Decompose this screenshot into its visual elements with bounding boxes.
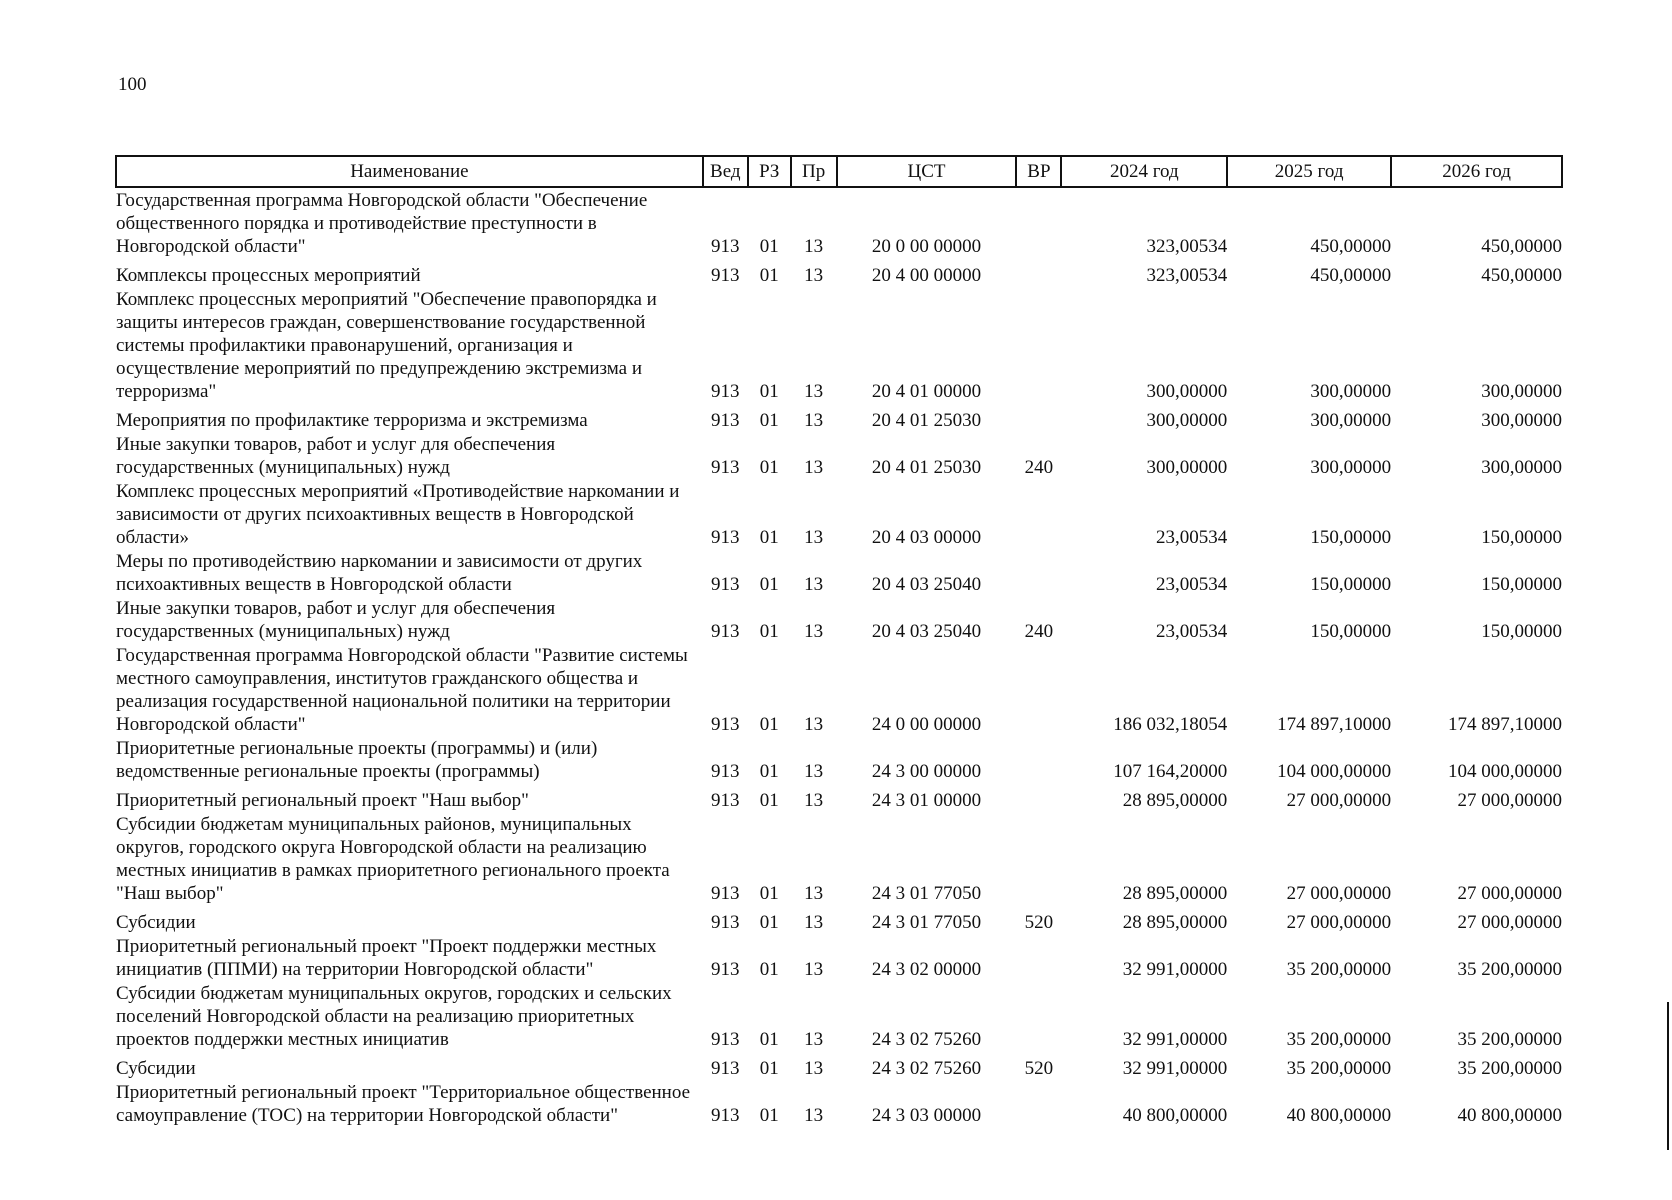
row-2025: 27 000,00000	[1286, 883, 1392, 904]
row-cst: 24 3 01 77050	[871, 883, 982, 904]
row-cst: 20 4 01 25030	[871, 457, 982, 478]
row-vr: 240	[1024, 621, 1054, 642]
row-rz: 01	[759, 1058, 779, 1079]
row-rz: 01	[759, 574, 779, 595]
row-pr: 13	[804, 574, 824, 595]
row-rz: 01	[759, 1029, 779, 1050]
row-2024: 28 895,00000	[1122, 883, 1228, 904]
row-rz: 01	[759, 236, 779, 257]
row-2025: 104 000,00000	[1277, 761, 1392, 782]
row-2025: 150,00000	[1310, 527, 1392, 548]
row-2024: 323,00534	[1146, 265, 1228, 286]
row-2026: 174 897,10000	[1448, 714, 1562, 735]
row-ved: 913	[711, 790, 740, 811]
table-row	[116, 287, 1562, 403]
row-2024: 32 991,00000	[1122, 1029, 1228, 1050]
row-2024: 186 032,18054	[1113, 714, 1228, 735]
table-row	[116, 479, 1562, 549]
row-pr: 13	[804, 761, 824, 782]
row-ved: 913	[711, 1105, 740, 1126]
row-pr: 13	[804, 959, 824, 980]
table-row	[116, 549, 1562, 596]
row-2026: 150,00000	[1481, 621, 1562, 642]
row-name: Субсидии бюджетам муниципальных районов, муниципальных округов, городского округа Новгородской области на реализацию местных инициатив в рамках приоритетного регионального проекта "Наш выбор"	[116, 814, 670, 904]
row-rz: 01	[759, 912, 779, 933]
row-pr: 13	[804, 265, 824, 286]
row-vr: 520	[1024, 1058, 1054, 1079]
row-rz: 01	[759, 621, 779, 642]
row-pr: 13	[804, 381, 824, 402]
row-2026: 35 200,00000	[1457, 1029, 1562, 1050]
row-2026: 27 000,00000	[1457, 883, 1562, 904]
row-ved: 913	[711, 912, 740, 933]
row-name: Комплекс процессных мероприятий «Противодействие наркомании и зависимости от других психоактивных веществ в Новгородской области»	[116, 481, 680, 548]
row-ved: 913	[711, 527, 740, 548]
table-row	[116, 1051, 1562, 1080]
row-ved: 913	[711, 410, 740, 431]
row-2024: 23,00534	[1155, 574, 1228, 595]
row-cst: 24 3 02 75260	[871, 1029, 982, 1050]
row-2025: 450,00000	[1310, 236, 1392, 257]
row-2026: 27 000,00000	[1457, 790, 1562, 811]
row-name: Иные закупки товаров, работ и услуг для обеспечения государственных (муниципальных) нужд	[116, 434, 556, 478]
row-cst: 24 3 02 00000	[871, 959, 982, 980]
row-cst: 20 4 03 00000	[871, 527, 982, 548]
row-rz: 01	[759, 959, 779, 980]
row-name: Государственная программа Новгородской области "Развитие системы местного самоуправления, институтов гражданского общества и реализация государственной национальной политики на территории Новгородской области"	[116, 645, 688, 735]
column-header-name: Наименование	[116, 156, 703, 187]
row-cst: 20 0 00 00000	[871, 236, 982, 257]
table-row	[116, 1080, 1562, 1127]
row-rz: 01	[759, 527, 779, 548]
row-2026: 35 200,00000	[1457, 1058, 1562, 1079]
row-vr	[1016, 643, 1061, 736]
row-2025: 300,00000	[1310, 381, 1392, 402]
row-2024: 300,00000	[1146, 381, 1228, 402]
row-2024: 23,00534	[1155, 621, 1228, 642]
row-vr	[1016, 403, 1061, 432]
row-vr	[1016, 258, 1061, 287]
row-vr	[1016, 812, 1061, 905]
row-2024: 40 800,00000	[1122, 1105, 1228, 1126]
row-pr: 13	[804, 457, 824, 478]
row-vr	[1016, 981, 1061, 1051]
table-row	[116, 783, 1562, 812]
row-vr: 520	[1024, 912, 1054, 933]
row-2026: 27 000,00000	[1457, 912, 1562, 933]
column-header-cst: ЦСТ	[837, 156, 1017, 187]
scan-edge-mark	[1667, 1002, 1669, 1150]
table-row	[116, 643, 1562, 736]
row-rz: 01	[759, 410, 779, 431]
row-2024: 28 895,00000	[1122, 790, 1228, 811]
row-2024: 323,00534	[1146, 236, 1228, 257]
column-header-vr: ВР	[1016, 156, 1061, 187]
row-name: Субсидии	[116, 912, 196, 933]
row-ved: 913	[711, 265, 740, 286]
row-rz: 01	[759, 265, 779, 286]
row-name: Приоритетный региональный проект "Проект поддержки местных инициатив (ППМИ) на территории Новгородской области"	[116, 936, 657, 980]
row-ved: 913	[711, 883, 740, 904]
row-2026: 40 800,00000	[1457, 1105, 1562, 1126]
row-ved: 913	[711, 457, 740, 478]
row-2025: 35 200,00000	[1286, 1058, 1392, 1079]
row-2026: 150,00000	[1481, 527, 1562, 548]
row-vr	[1016, 934, 1061, 981]
row-name: Приоритетный региональный проект "Территориальное общественное самоуправление (ТОС) на территории Новгородской области"	[116, 1082, 690, 1126]
row-vr: 240	[1024, 457, 1054, 478]
table-row	[116, 905, 1562, 934]
row-ved: 913	[711, 1029, 740, 1050]
row-cst: 20 4 01 00000	[871, 381, 982, 402]
row-2026: 300,00000	[1481, 457, 1562, 478]
row-vr	[1016, 736, 1061, 783]
row-2026: 150,00000	[1481, 574, 1562, 595]
row-rz: 01	[759, 381, 779, 402]
column-header-ved: Вед	[703, 156, 748, 187]
column-header-rz: РЗ	[748, 156, 791, 187]
row-pr: 13	[804, 410, 824, 431]
row-name: Субсидии бюджетам муниципальных округов, городских и сельских поселений Новгородской области на реализацию приоритетных проектов поддержки местных инициатив	[116, 983, 672, 1050]
row-2025: 150,00000	[1310, 621, 1392, 642]
row-vr	[1016, 187, 1061, 258]
row-pr: 13	[804, 527, 824, 548]
row-2024: 300,00000	[1146, 410, 1228, 431]
row-rz: 01	[759, 790, 779, 811]
budget-table	[115, 155, 1563, 1127]
column-header-pr: Пр	[791, 156, 837, 187]
row-name: Комплексы процессных мероприятий	[116, 265, 421, 286]
row-vr	[1016, 783, 1061, 812]
row-rz: 01	[759, 457, 779, 478]
row-2025: 27 000,00000	[1286, 790, 1392, 811]
row-ved: 913	[711, 761, 740, 782]
row-vr	[1016, 287, 1061, 403]
row-cst: 20 4 03 25040	[871, 621, 982, 642]
row-cst: 20 4 00 00000	[871, 265, 982, 286]
row-rz: 01	[759, 1105, 779, 1126]
row-2024: 32 991,00000	[1122, 1058, 1228, 1079]
row-2025: 27 000,00000	[1286, 912, 1392, 933]
row-2025: 35 200,00000	[1286, 959, 1392, 980]
row-2024: 107 164,20000	[1113, 761, 1228, 782]
row-rz: 01	[759, 714, 779, 735]
table-row	[116, 403, 1562, 432]
row-pr: 13	[804, 912, 824, 933]
row-cst: 24 0 00 00000	[871, 714, 982, 735]
row-cst: 24 3 03 00000	[871, 1105, 982, 1126]
row-ved: 913	[711, 236, 740, 257]
row-2025: 40 800,00000	[1286, 1105, 1392, 1126]
table-header-row	[116, 156, 1562, 187]
row-pr: 13	[804, 236, 824, 257]
row-name: Иные закупки товаров, работ и услуг для обеспечения государственных (муниципальных) нужд	[116, 598, 556, 642]
row-vr	[1016, 1080, 1061, 1127]
row-pr: 13	[804, 714, 824, 735]
row-2024: 32 991,00000	[1122, 959, 1228, 980]
row-ved: 913	[711, 959, 740, 980]
row-cst: 24 3 01 00000	[871, 790, 982, 811]
row-2026: 300,00000	[1481, 410, 1562, 431]
row-ved: 913	[711, 1058, 740, 1079]
row-pr: 13	[804, 621, 824, 642]
row-pr: 13	[804, 790, 824, 811]
page-number: 100	[118, 74, 147, 95]
table-row	[116, 432, 1562, 479]
row-pr: 13	[804, 1029, 824, 1050]
table-row	[116, 596, 1562, 643]
row-cst: 20 4 01 25030	[871, 410, 982, 431]
row-cst: 20 4 03 25040	[871, 574, 982, 595]
column-header-2024: 2024 год	[1061, 156, 1227, 187]
table-row	[116, 981, 1562, 1051]
row-ved: 913	[711, 714, 740, 735]
table-row	[116, 187, 1562, 258]
row-vr	[1016, 549, 1061, 596]
row-2026: 104 000,00000	[1448, 761, 1562, 782]
row-cst: 24 3 01 77050	[871, 912, 982, 933]
row-2025: 35 200,00000	[1286, 1029, 1392, 1050]
row-2026: 450,00000	[1481, 265, 1562, 286]
row-rz: 01	[759, 761, 779, 782]
row-name: Приоритетные региональные проекты (программы) и (или) ведомственные региональные проекты (программы)	[116, 738, 598, 782]
row-2025: 450,00000	[1310, 265, 1392, 286]
row-2025: 300,00000	[1310, 457, 1392, 478]
table-row	[116, 812, 1562, 905]
table-row	[116, 258, 1562, 287]
row-ved: 913	[711, 621, 740, 642]
row-2025: 300,00000	[1310, 410, 1392, 431]
row-name: Субсидии	[116, 1058, 196, 1079]
row-name: Приоритетный региональный проект "Наш выбор"	[116, 790, 529, 811]
row-name: Меры по противодействию наркомании и зависимости от других психоактивных веществ в Новгородской области	[116, 551, 643, 595]
row-vr	[1016, 479, 1061, 549]
row-name: Государственная программа Новгородской области "Обеспечение общественного порядка и противодействие преступности в Новгородской области"	[116, 190, 648, 257]
row-rz: 01	[759, 883, 779, 904]
row-cst: 24 3 02 75260	[871, 1058, 982, 1079]
table-row	[116, 934, 1562, 981]
row-pr: 13	[804, 1105, 824, 1126]
row-2025: 174 897,10000	[1277, 714, 1392, 735]
row-cst: 24 3 00 00000	[871, 761, 982, 782]
row-ved: 913	[711, 574, 740, 595]
row-2025: 150,00000	[1310, 574, 1392, 595]
column-header-2025: 2025 год	[1227, 156, 1391, 187]
row-2024: 23,00534	[1155, 527, 1228, 548]
row-2024: 28 895,00000	[1122, 912, 1228, 933]
row-2026: 300,00000	[1481, 381, 1562, 402]
row-pr: 13	[804, 883, 824, 904]
row-2024: 300,00000	[1146, 457, 1228, 478]
row-name: Комплекс процессных мероприятий "Обеспечение правопорядка и защиты интересов граждан, совершенствование государственной системы профилактики правонарушений, организация и осуществление мероприятий по предупреждению экстремизма и терроризма"	[116, 289, 657, 402]
table-row	[116, 736, 1562, 783]
column-header-2026: 2026 год	[1391, 156, 1562, 187]
row-name: Мероприятия по профилактике терроризма и экстремизма	[116, 410, 588, 431]
row-2026: 35 200,00000	[1457, 959, 1562, 980]
row-ved: 913	[711, 381, 740, 402]
row-pr: 13	[804, 1058, 824, 1079]
row-2026: 450,00000	[1481, 236, 1562, 257]
